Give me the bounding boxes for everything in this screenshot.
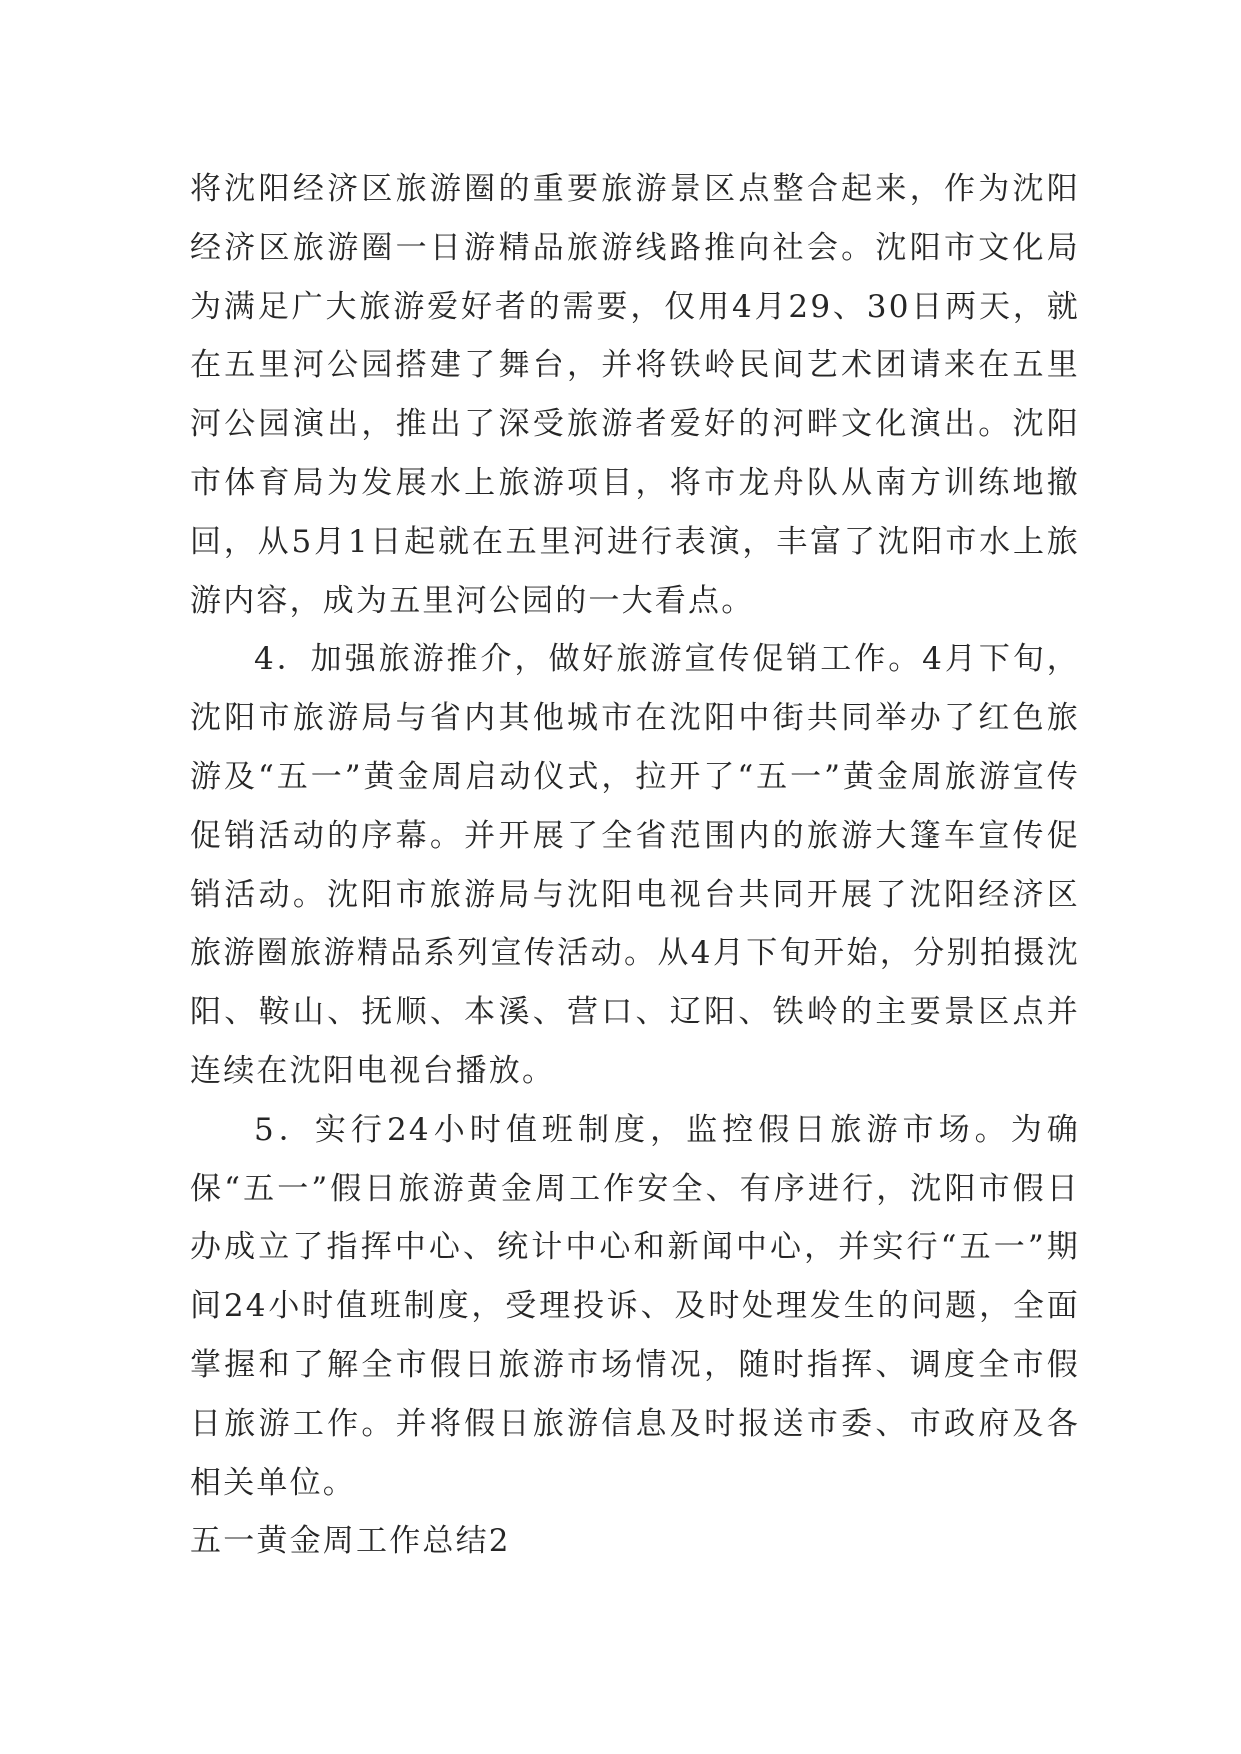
section-title: 五一黄金周工作总结2 (190, 1523, 511, 1560)
document-body (190, 160, 1080, 1571)
paragraph-item-4: 4．加强旅游推介，做好旅游宣传促销工作。4月下旬，沈阳市旅游局与省内其他城市在沈阳中街共同举办了红色旅游及“五一”黄金周启动仪式，拉开了“五一”黄金周旅游宣传促销活动的序幕。并开展了全省范围内的旅游大篷车宣传促销活动。沈阳市旅游局与沈阳电视台共同开展了沈阳经济区旅游圈旅游精品系列宣传活动。从4月下旬开始，分别拍摄沈阳、鞍山、抚顺、本溪、营口、辽阳、铁岭的主要景区点并连续在沈阳电视台播放。 (190, 641, 1080, 1089)
paragraph-continued: 将沈阳经济区旅游圈的重要旅游景区点整合起来，作为沈阳经济区旅游圈一日游精品旅游线路推向社会。沈阳市文化局为满足广大旅游爱好者的需要，仅用4月29、30日两天，就在五里河公园搭建了舞台，并将铁岭民间艺术团请来在五里河公园演出，推出了深受旅游者爱好的河畔文化演出。沈阳市体育局为发展水上旅游项目，将市龙舟队从南方训练地撤回，从5月1日起就在五里河进行表演，丰富了沈阳市水上旅游内容，成为五里河公园的一大看点。 (190, 171, 1080, 619)
paragraph-item-5: 5．实行24小时值班制度，监控假日旅游市场。为确保“五一”假日旅游黄金周工作安全、有序进行，沈阳市假日办成立了指挥中心、统计中心和新闻中心，并实行“五一”期间24小时值班制度，受理投诉、及时处理发生的问题，全面掌握和了解全市假日旅游市场情况，随时指挥、调度全市假日旅游工作。并将假日旅游信息及时报送市委、市政府及各相关单位。 (190, 1111, 1080, 1501)
